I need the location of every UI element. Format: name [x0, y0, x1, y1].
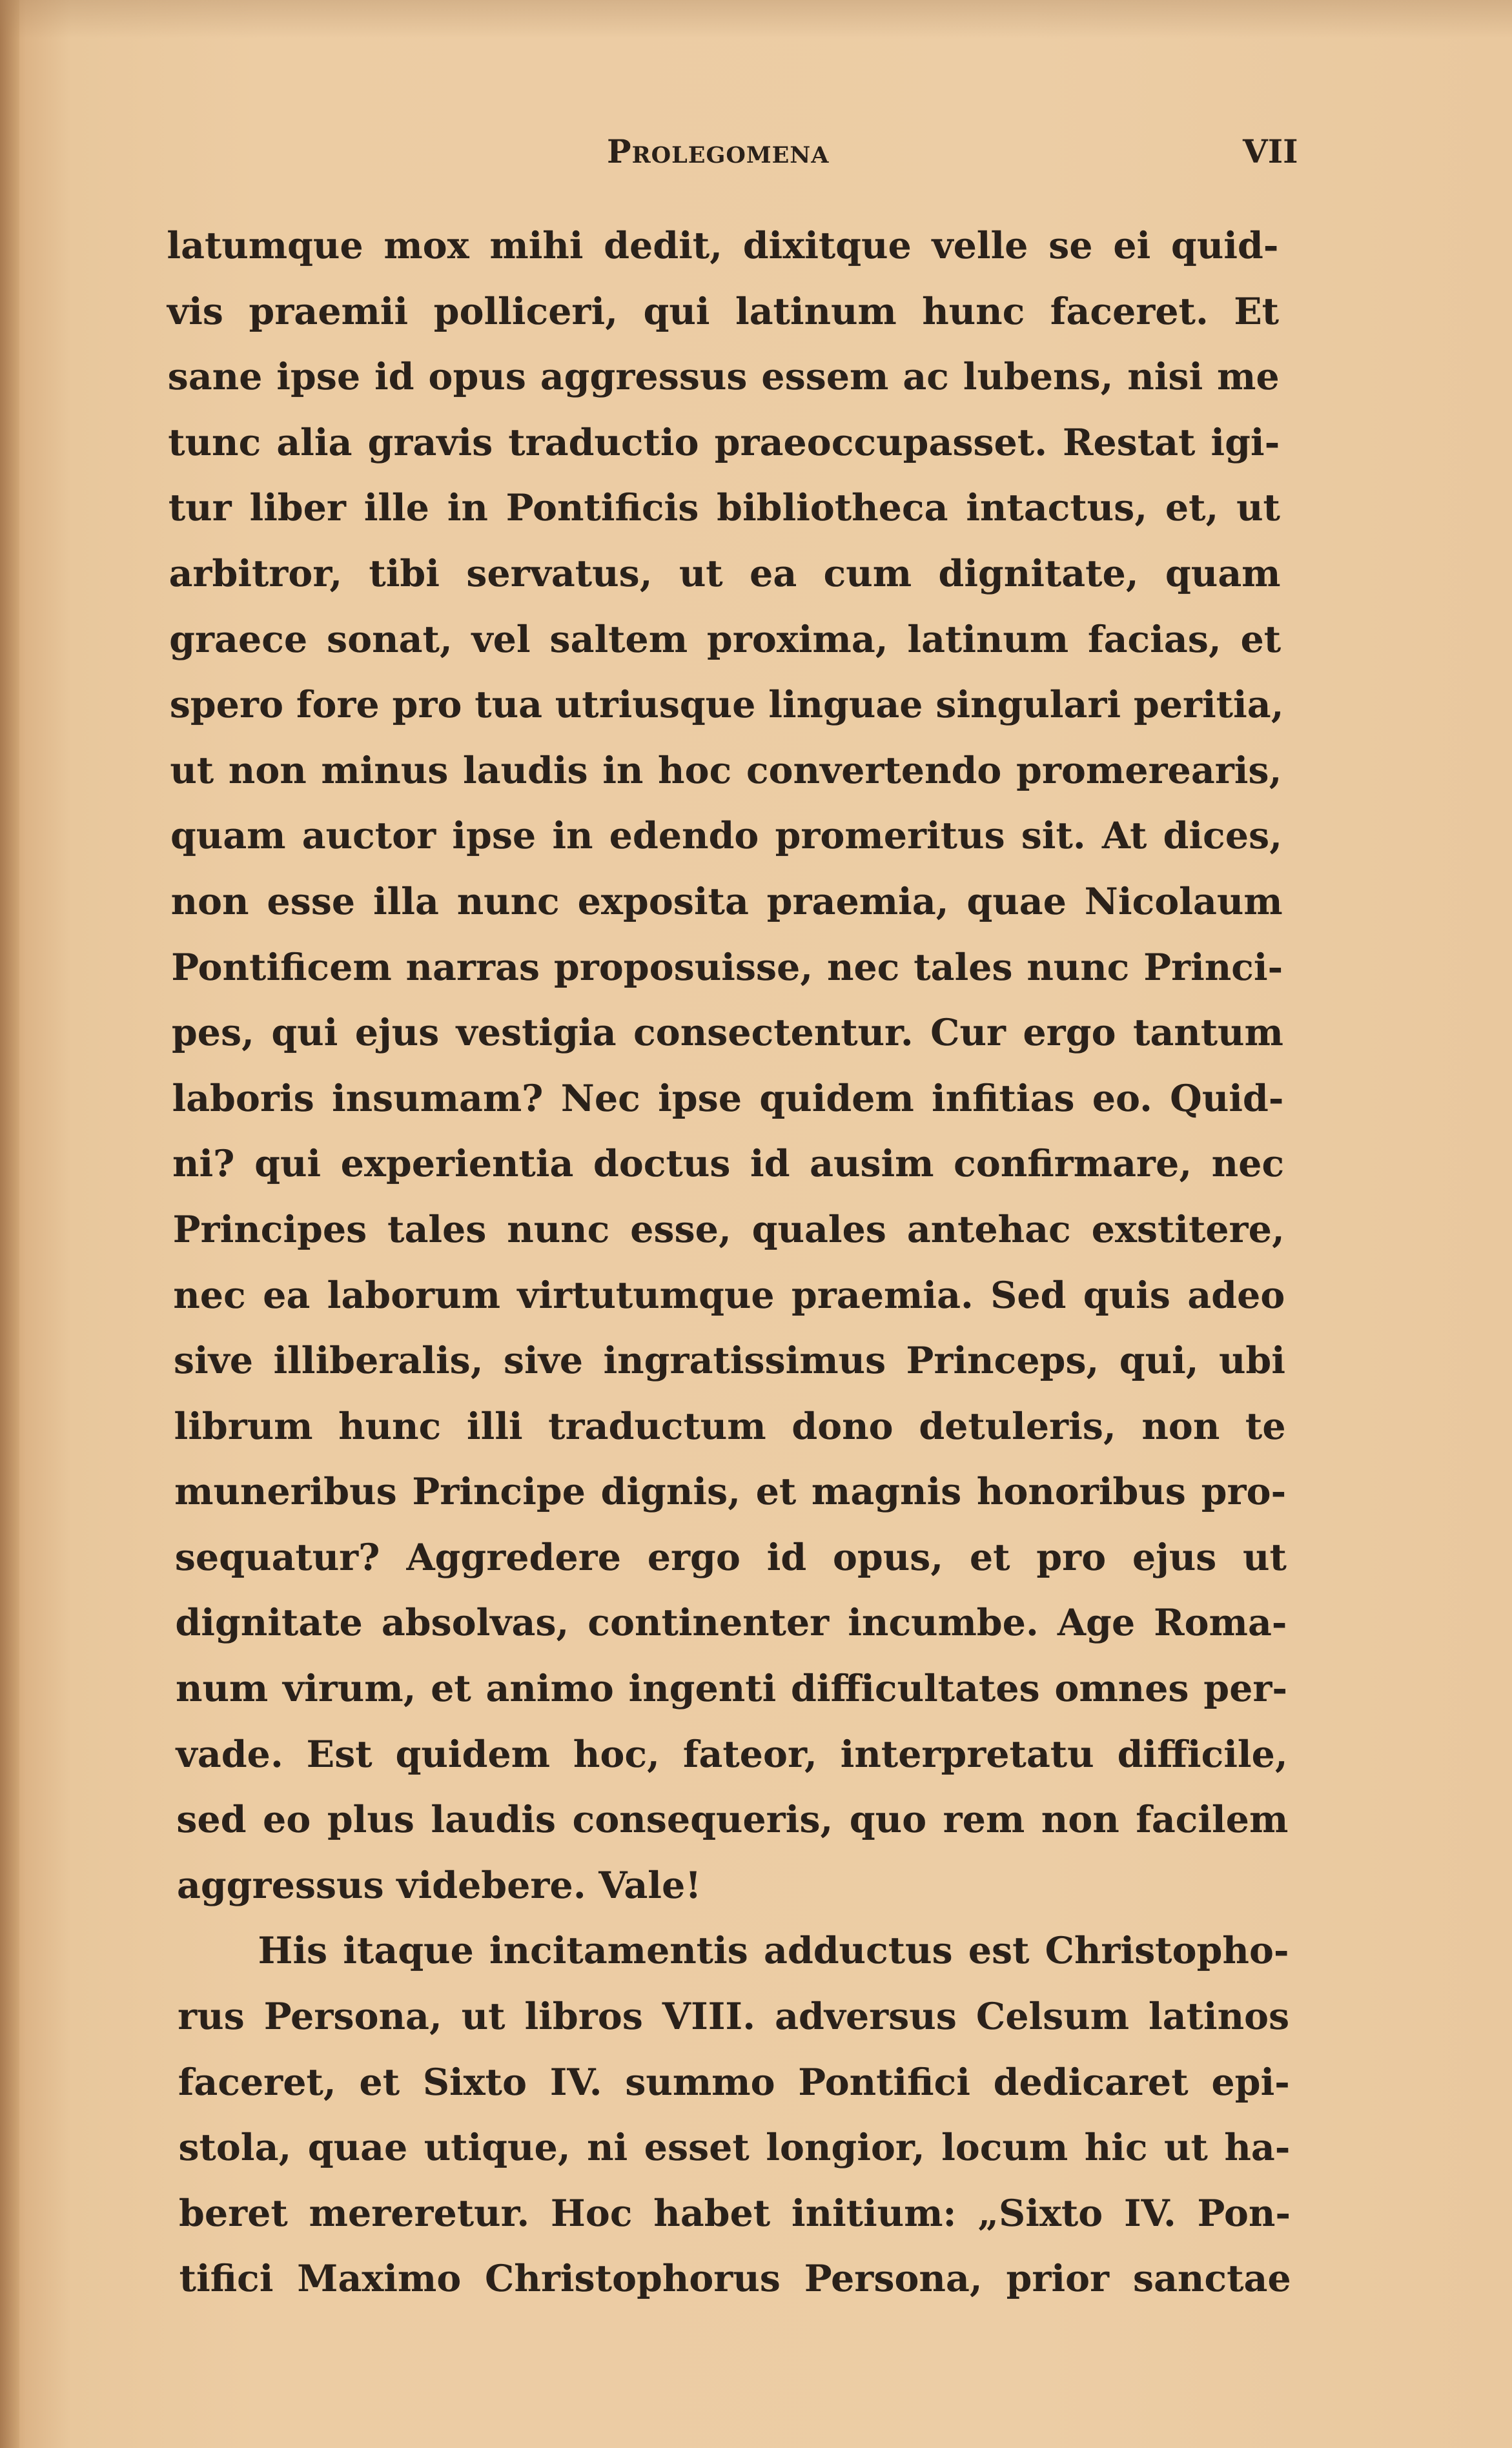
text-line: spero fore pro tua utriusque linguae singulari peritia,	[169, 683, 1284, 727]
text-line: vis praemii polliceri, qui latinum hunc faceret. Et	[167, 289, 1280, 333]
page-gutter-edge	[0, 0, 19, 2448]
text-line: laboris insumam? Nec ipse quidem infitias eo. Quid-	[172, 1076, 1284, 1120]
page-header	[0, 132, 1512, 184]
body-text	[167, 213, 1291, 2312]
paragraph-start-line: His itaque incitamentis adductus est Christopho-	[258, 1929, 1289, 1973]
text-line: tur liber ille in Pontificis bibliotheca intactus, et, ut	[168, 486, 1281, 530]
text-line: Principes tales nunc esse, quales antehac exstitere,	[172, 1207, 1285, 1251]
text-line: librum hunc illi traductum dono detuleris, non te	[174, 1404, 1286, 1448]
text-line: beret mereretur. Hoc habet initium: „Sixto IV. Pon-	[178, 2191, 1291, 2235]
page-top-shadow	[0, 0, 1512, 39]
text-line: non esse illa nunc exposita praemia, quae Nicolaum	[170, 879, 1283, 923]
text-line: sed eo plus laudis consequeris, quo rem non facilem	[176, 1798, 1289, 1842]
text-line: tifici Maximo Christophorus Persona, prior sanctae	[179, 2257, 1291, 2301]
text-line: sequatur? Aggredere ergo id opus, et pro ejus ut	[174, 1535, 1287, 1579]
running-title: Prolegomena	[607, 132, 830, 170]
text-line: faceret, et Sixto IV. summo Pontifici dedicaret epi-	[178, 2060, 1290, 2104]
text-line: graece sonat, vel saltem proxima, latinum facias, et	[169, 617, 1282, 661]
page-number: VII	[1243, 132, 1298, 170]
text-line: Pontificem narras proposuisse, nec tales nunc Princi-	[171, 945, 1283, 989]
text-line: dignitate absolvas, continenter incumbe. Age Roma-	[175, 1601, 1287, 1645]
text-line: ni? qui experientia doctus id ausim confirmare, nec	[172, 1142, 1285, 1186]
text-line: sane ipse id opus aggressus essem ac lubens, nisi me	[167, 355, 1280, 399]
text-line: vade. Est quidem hoc, fateor, interpretatu difficile,	[176, 1732, 1288, 1776]
text-line: sive illiberalis, sive ingratissimus Princeps, qui, ubi	[173, 1339, 1286, 1383]
text-line: arbitror, tibi servatus, ut ea cum dignitate, quam	[169, 551, 1281, 595]
text-line: muneribus Principe dignis, et magnis honoribus pro-	[174, 1470, 1287, 1514]
text-line: rus Persona, ut libros VIII. adversus Celsum latinos	[177, 1995, 1290, 2039]
text-line: stola, quae utique, ni esset longior, locum hic ut ha-	[178, 2126, 1291, 2170]
text-line: latumque mox mihi dedit, dixitque velle se ei quid-	[167, 224, 1279, 267]
text-line: num virum, et animo ingenti difficultates omnes per-	[175, 1667, 1288, 1711]
text-line: pes, qui ejus vestigia consectentur. Cur ergo tantum	[171, 1011, 1284, 1055]
text-line: quam auctor ipse in edendo promeritus sit. At dices,	[170, 814, 1283, 858]
text-line: nec ea laborum virtutumque praemia. Sed quis adeo	[173, 1273, 1285, 1317]
text-line: ut non minus laudis in hoc convertendo promerearis,	[170, 748, 1282, 792]
text-line: tunc alia gravis traductio praeoccupasset. Restat igi-	[168, 420, 1280, 464]
text-line: aggressus videbere. Vale!	[176, 1863, 702, 1907]
